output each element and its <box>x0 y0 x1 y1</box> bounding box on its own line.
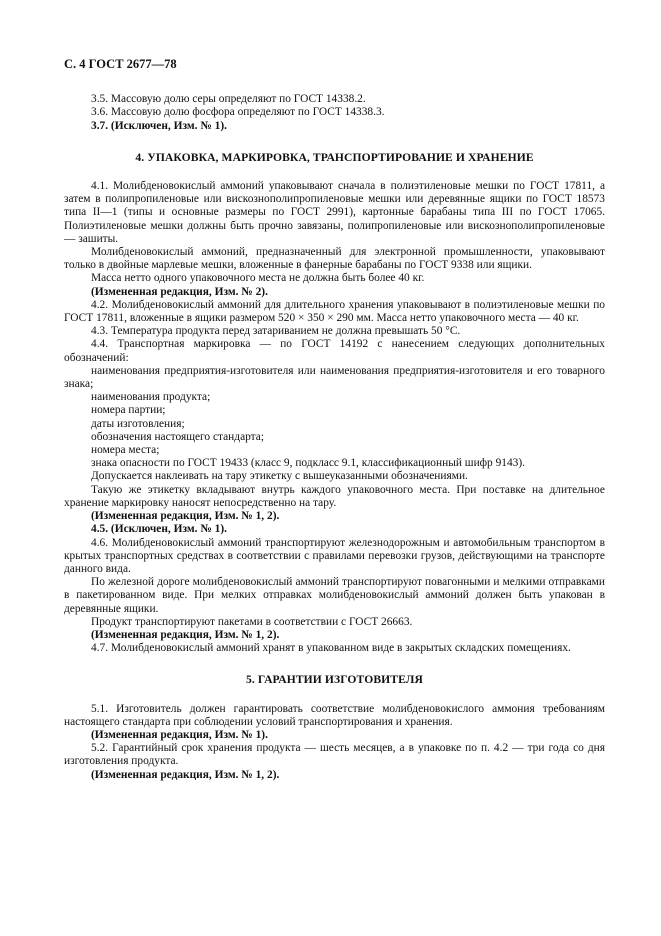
clause-4-6-packets: Продукт транспортируют пакетами в соответствии с ГОСТ 26663. <box>91 615 413 628</box>
amendment-note: (Измененная редакция, Изм. № 1, 2). <box>91 628 280 641</box>
clause-4-6: 4.6. Молибденовокислый аммоний транспортируют железнодорожным и автомобильным транспортом в крытых транспортных средствах в соответствии с правилами перевозки грузов, действующими на транспорте данного вида. <box>64 536 605 575</box>
amendment-note: (Измененная редакция, Изм. № 1). <box>91 728 268 741</box>
clause-4-1-mass: Масса нетто одного упаковочного места не должна быть более 40 кг. <box>91 272 425 285</box>
clause-4-4: 4.4. Транспортная маркировка — по ГОСТ 14192 с нанесением следующих дополнительных обозначений: <box>64 338 605 364</box>
marking-item: наименования предприятия-изготовителя или наименования предприятия-изготовителя и его товарного знака; <box>64 364 605 391</box>
marking-item: номера партии; <box>91 404 166 417</box>
clause-5-2: 5.2. Гарантийный срок хранения продукта — шесть месяцев, а в упаковке по п. 4.2 — три года со дня изготовления продукта. <box>64 742 605 768</box>
clause-3-5: 3.5. Массовую долю серы определяют по ГОСТ 14338.2. <box>91 93 366 106</box>
marking-item: даты изготовления; <box>91 417 185 430</box>
clause-4-3: 4.3. Температура продукта перед затариванием не должна превышать 50 °С. <box>91 325 461 338</box>
amendment-note: (Измененная редакция, Изм. № 1, 2). <box>91 510 280 523</box>
clause-3-7: 3.7. (Исключен, Изм. № 1). <box>91 119 227 132</box>
page-header: С. 4 ГОСТ 2677—78 <box>64 57 177 71</box>
marking-item: номера места; <box>91 444 160 457</box>
clause-3-6: 3.6. Массовую долю фосфора определяют по ГОСТ 14338.3. <box>91 106 385 119</box>
marking-item: наименования продукта; <box>91 391 211 404</box>
amendment-note: (Измененная редакция, Изм. № 2). <box>91 285 268 298</box>
section-5-title: 5. ГАРАНТИИ ИЗГОТОВИТЕЛЯ <box>245 673 424 687</box>
section-4-title: 4. УПАКОВКА, МАРКИРОВКА, ТРАНСПОРТИРОВАНИЕ И ХРАНЕНИЕ <box>135 150 534 164</box>
clause-4-5: 4.5. (Исключен, Изм. № 1). <box>91 523 227 536</box>
marking-item: знака опасности по ГОСТ 19433 (класс 9, подкласс 9.1, классификационный шифр 9143). <box>91 457 526 470</box>
clause-4-7: 4.7. Молибденовокислый аммоний хранят в упакованном виде в закрытых складских помещениях. <box>91 642 571 655</box>
clause-4-4-label: Допускается наклеивать на тару этикетку с вышеуказанными обозначениями. <box>91 470 468 483</box>
clause-4-4-label-inside: Такую же этикетку вкладывают внутрь каждого упаковочного места. При поставке на длительное хранение маркировку наносят непосредственно на тару. <box>64 483 605 509</box>
clause-5-1: 5.1. Изготовитель должен гарантировать соответствие молибденовокислого аммония требованиям настоящего стандарта при соблюдении условий транспортирования и хранения. <box>64 702 605 728</box>
marking-item: обозначения настоящего стандарта; <box>91 430 265 443</box>
clause-4-6-rail: По железной дороге молибденовокислый аммоний транспортируют повагонными и мелкими отправками в пакетированном виде. При мелких отправках молибденовокислый аммоний должен быть упакован в деревянные ящики. <box>64 576 605 615</box>
clause-4-1-electronic: Молибденовокислый аммоний, предназначенный для электронной промышленности, упаковывают только в двойные марлевые мешки, вложенные в фанерные барабаны по ГОСТ 9338 или ящики. <box>64 246 605 272</box>
clause-4-2: 4.2. Молибденовокислый аммоний для длительного хранения упаковывают в полиэтиленовые мешки по ГОСТ 17811, вложенные в ящики размером 520 × 350 × 290 мм. Масса нетто упаковочного места — 40 кг. <box>64 298 605 325</box>
amendment-note: (Измененная редакция, Изм. № 1, 2). <box>91 768 280 781</box>
clause-4-1: 4.1. Молибденовокислый аммоний упаковывают сначала в полиэтиленовые мешки по ГОСТ 17811, а затем в полипропиленовые или вискознополипропиленовые мешки или деревянные ящики по ГОСТ 18573 типа II—1 (типы и основные размеры по ГОСТ 2991), картонные барабаны типа III по ГОСТ 17065. Полиэтиленовые мешки должны быть прочно завязаны, полипропиленовые или вискознополипропиленовые — зашиты. <box>64 180 605 245</box>
